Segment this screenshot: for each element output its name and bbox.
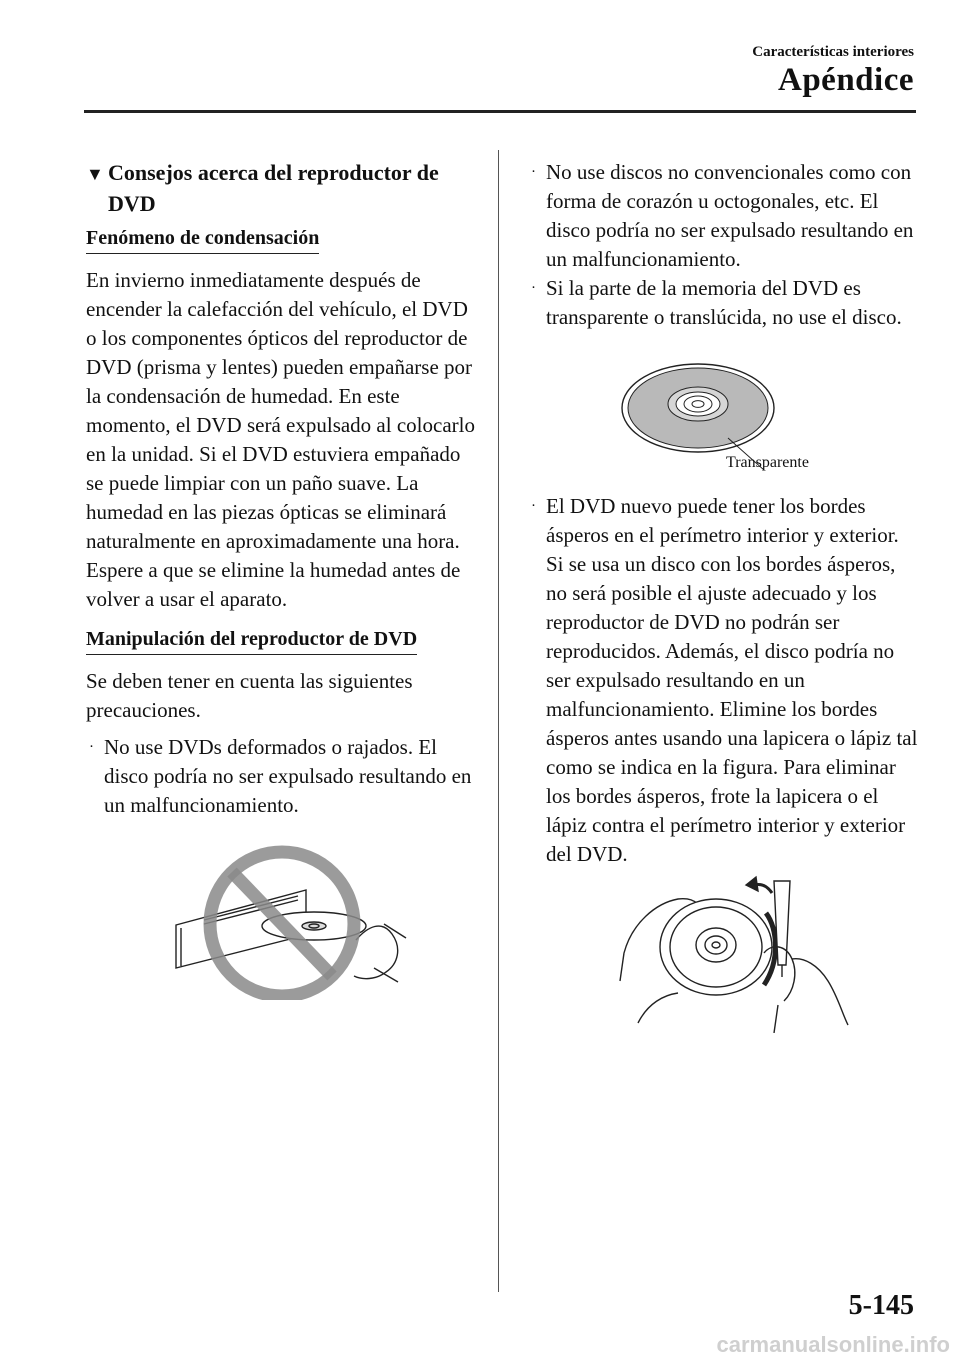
triangle-marker-icon: ▼ [86,164,104,184]
subheading-handling: Manipulación del reproductor de DVD [86,628,417,655]
header-title: Apéndice [778,62,914,98]
figure-no-deformed-disc [86,830,478,1005]
bullet-dot-icon: · [531,280,536,296]
bullet-text: Si la parte de la memoria del DVD es transparente o translúcida, no use el disco. [546,276,902,329]
bullet-item-unconventional [528,158,920,274]
bullet-text: El DVD nuevo puede tener los bordes ásperos en el perímetro interior y exterior. Si se usa un disco con los bordes ásperos, no será posible el ajuste adecuado y los reproductor de DVD no podrán ser reproducidos. Además, el disco podría no ser expulsado resultando en un malfuncionamiento. Elimine los bordes ásperos antes usando una lapicera o lápiz tal como se indica en la figura. Para eliminar los bordes ásperos, frote la lapicera o el lápiz contra el perímetro interior y exterior del DVD. [546,494,918,866]
header-rule [84,110,916,113]
bullet-text: No use discos no convencionales como con forma de corazón u octogonales, etc. El disco podría no ser expulsado resultando en un malfuncionamiento. [546,160,914,271]
figure-remove-rough-edges [528,873,920,1038]
bullet-item-deformed [86,733,478,820]
pencil-rubbing-disc-illustration [528,873,920,1033]
paragraph-condensation: En invierno inmediatamente después de encender la calefacción del vehículo, el DVD o los componentes ópticos del reproductor de DVD (prisma y lentes) pueden empañarse por la condensación de humedad. En este momento, el DVD será expulsado al colocarlo en la unidad. Si el DVD estuviera empañado se puede limpiar con un paño suave. La humedad en las piezas ópticas se eliminará naturalmente en aproximadamente una hora. Espere a que se elimine la humedad antes de volver a usar el aparato. [86,268,475,611]
figure-label-transparent: Transparente [726,454,809,471]
section-heading [86,158,478,219]
figure-transparent-disc [528,346,920,482]
watermark-text: carmanualsonline.info [716,1332,950,1357]
bullet-dot-icon: · [89,739,94,755]
bullet-item-transparent [528,274,920,332]
paragraph-precautions: Se deben tener en cuenta las siguientes precauciones. [86,669,413,722]
page-number: 5-145 [848,1290,914,1321]
bullet-item-rough-edges [528,492,920,869]
bullet-text: No use DVDs deformados o rajados. El disco podría no ser expulsado resultando en un malfuncionamiento. [104,735,472,817]
right-column [528,158,920,1038]
column-divider [498,150,499,1292]
transparent-disc-illustration [528,346,920,482]
bullet-dot-icon: · [531,498,536,514]
header-section-label: Características interiores [752,44,914,60]
subheading-condensation: Fenómeno de condensación [86,227,319,254]
section-heading-text: Consejos acerca del reproductor de DVD [108,160,439,216]
left-column [86,158,478,1005]
bullet-dot-icon: · [531,164,536,180]
prohibited-disc-insert-illustration [86,830,478,1000]
